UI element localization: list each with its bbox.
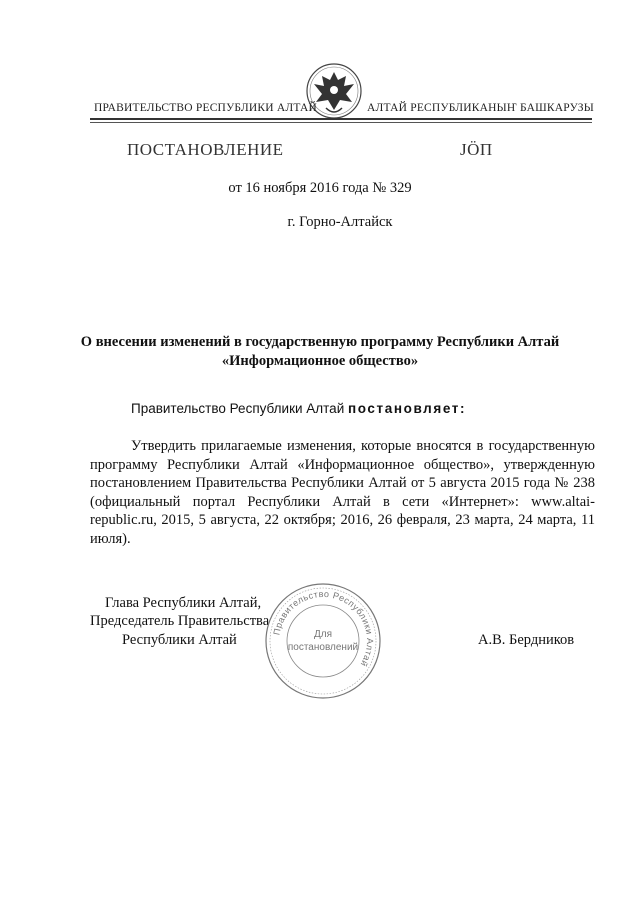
signature-title-line3: Республики Алтай [122,632,237,648]
decree-title-line1: О внесении изменений в государственную программу Республики Алтай [80,334,560,350]
decree-body: Утвердить прилагаемые изменения, которые вносятся в государственную программу Республики Алтай «Информационное общество», утвержденную постановлением Правительства Республики Алтай от 5 августа 2015 года № 238 (официальный портал Республики Алтай в сети «Интернет»: www.altai-republic.ru, 2015, 5 августа, 22 октября; 2016, 26 февраля, 23 марта, 24 марта, 11 июля). [90,438,595,547]
government-name: Правительство Республики Алтай [131,401,345,416]
decree-title-line2: «Информационное общество» [221,353,419,369]
resolves-verb: постановляет: [348,401,467,416]
header-left-title: ПРАВИТЕЛЬСТВО РЕСПУБЛИКИ АЛТАЙ [94,102,318,114]
decree-date: от 16 ноября 2016 года № 329 [228,180,412,196]
header-right-title: АЛТАЙ РЕСПУБЛИКАНЫҤ БАШКАРУЗЫ [367,102,594,114]
signature-title-line2: Председатель Правительства [90,613,270,629]
signature-title-line1: Глава Республики Алтай, [105,595,262,611]
header-rule-thin [90,122,592,123]
official-stamp [263,581,383,701]
stamp-center-line2: постановлений [287,642,359,653]
decree-label-russian: ПОСТАНОВЛЕНИЕ [127,140,284,159]
government-resolves [131,401,466,416]
stamp-ring-text: Правительство Республики Алтай [271,588,376,669]
stamp-center-line1: Для [313,629,333,640]
decree-city: г. Горно-Алтайск [287,214,393,230]
decree-label-altai: ЈÖП [460,140,493,159]
decree-title [0,333,640,371]
header-rule-thick [90,118,592,120]
signatory-name: А.В. Бердников [478,632,575,648]
